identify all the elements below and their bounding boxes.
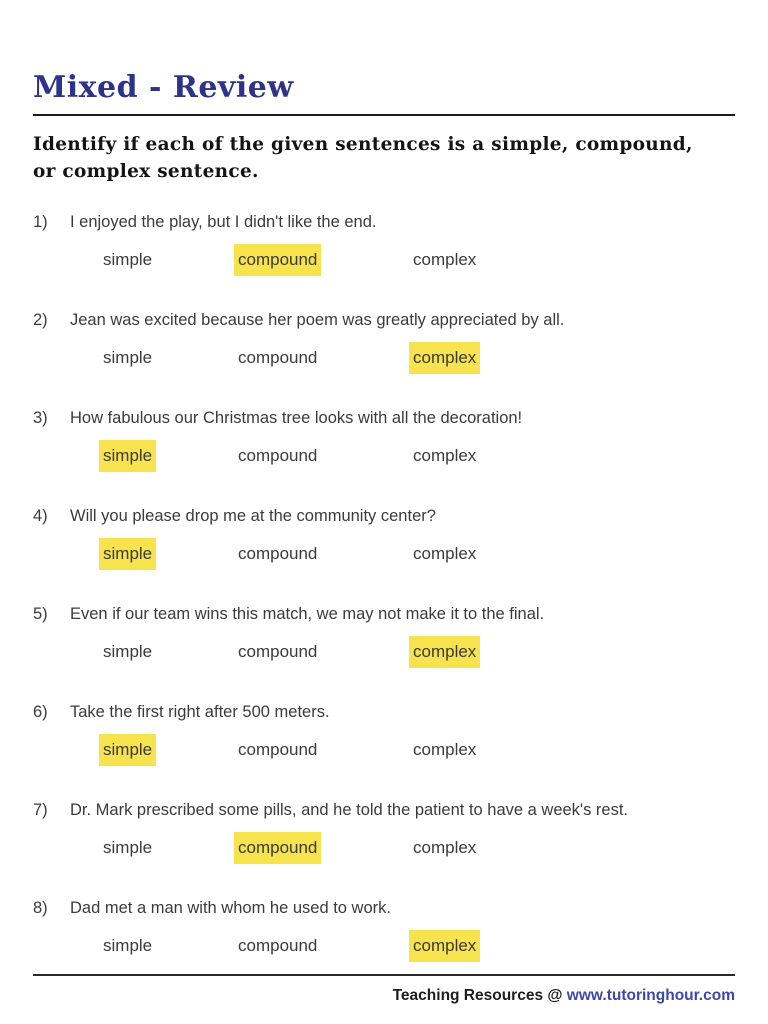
question-sentence-row bbox=[33, 897, 735, 919]
questions-list bbox=[33, 211, 735, 958]
question-sentence-row bbox=[33, 309, 735, 331]
question-sentence: How fabulous our Christmas tree looks with all the decoration! bbox=[70, 409, 523, 427]
option-simple[interactable]: simple bbox=[103, 936, 153, 955]
answer-options-row bbox=[33, 248, 735, 272]
answer-options-row bbox=[33, 346, 735, 370]
question-sentence: I enjoyed the play, but I didn't like the end. bbox=[70, 213, 377, 231]
option-simple[interactable]: simple bbox=[103, 642, 153, 661]
question-sentence-row bbox=[33, 799, 735, 821]
question-number: 1) bbox=[33, 213, 48, 231]
question-number: 2) bbox=[33, 311, 48, 329]
question bbox=[33, 799, 735, 860]
question-sentence: Take the first right after 500 meters. bbox=[70, 703, 330, 721]
option-compound[interactable]: compound bbox=[238, 248, 317, 272]
answer-options-row bbox=[33, 444, 735, 468]
answer-options-row bbox=[33, 542, 735, 566]
page-title bbox=[33, 70, 735, 106]
question-sentence: Dr. Mark prescribed some pills, and he told the patient to have a week's rest. bbox=[70, 801, 629, 819]
instructions bbox=[33, 131, 735, 185]
option-complex[interactable]: complex bbox=[413, 640, 476, 664]
question-number: 7) bbox=[33, 801, 48, 819]
option-compound[interactable]: compound bbox=[238, 348, 318, 367]
option-complex[interactable]: complex bbox=[413, 838, 477, 857]
question-sentence: Even if our team wins this match, we may not make it to the final. bbox=[70, 605, 545, 623]
question-number: 5) bbox=[33, 605, 48, 623]
option-simple[interactable]: simple bbox=[103, 348, 153, 367]
question bbox=[33, 897, 735, 958]
option-compound[interactable]: compound bbox=[238, 836, 317, 860]
question-sentence-row bbox=[33, 211, 735, 233]
option-compound[interactable]: compound bbox=[238, 544, 318, 563]
answer-options-row bbox=[33, 640, 735, 664]
option-complex[interactable]: complex bbox=[413, 544, 477, 563]
question-sentence-row bbox=[33, 505, 735, 527]
instructions-line-1: Identify if each of the given sentences is a simple, compound, bbox=[33, 134, 693, 155]
question-number: 8) bbox=[33, 899, 48, 917]
option-compound[interactable]: compound bbox=[238, 642, 318, 661]
option-simple[interactable]: simple bbox=[103, 738, 152, 762]
question bbox=[33, 701, 735, 762]
footer-website-link[interactable]: www.tutoringhour.com bbox=[566, 987, 735, 1004]
instructions-line-2: or complex sentence. bbox=[33, 161, 259, 182]
option-complex[interactable]: complex bbox=[413, 934, 476, 958]
question-sentence-row bbox=[33, 701, 735, 723]
page-title-text: Mixed - Review bbox=[33, 70, 294, 105]
question bbox=[33, 505, 735, 566]
footer-credit-text: Teaching Resources @ bbox=[392, 987, 567, 1004]
question bbox=[33, 407, 735, 468]
option-compound[interactable]: compound bbox=[238, 446, 318, 465]
option-complex[interactable]: complex bbox=[413, 250, 477, 269]
option-compound[interactable]: compound bbox=[238, 740, 318, 759]
option-simple[interactable]: simple bbox=[103, 542, 152, 566]
question-sentence: Jean was excited because her poem was greatly appreciated by all. bbox=[70, 311, 565, 329]
option-simple[interactable]: simple bbox=[103, 838, 153, 857]
question-number: 3) bbox=[33, 409, 48, 427]
option-simple[interactable]: simple bbox=[103, 250, 153, 269]
question-sentence-row bbox=[33, 407, 735, 429]
question-sentence: Dad met a man with whom he used to work. bbox=[70, 899, 391, 917]
answer-options-row bbox=[33, 836, 735, 860]
question bbox=[33, 603, 735, 664]
question-number: 4) bbox=[33, 507, 48, 525]
answer-options-row bbox=[33, 738, 735, 762]
footer bbox=[33, 974, 735, 1005]
title-divider bbox=[33, 114, 735, 116]
question-number: 6) bbox=[33, 703, 48, 721]
option-complex[interactable]: complex bbox=[413, 740, 477, 759]
question bbox=[33, 309, 735, 370]
option-simple[interactable]: simple bbox=[103, 444, 152, 468]
option-complex[interactable]: complex bbox=[413, 346, 476, 370]
answer-options-row bbox=[33, 934, 735, 958]
question-sentence-row bbox=[33, 603, 735, 625]
option-complex[interactable]: complex bbox=[413, 446, 477, 465]
option-compound[interactable]: compound bbox=[238, 936, 318, 955]
question-sentence: Will you please drop me at the community center? bbox=[70, 507, 436, 525]
question bbox=[33, 211, 735, 272]
